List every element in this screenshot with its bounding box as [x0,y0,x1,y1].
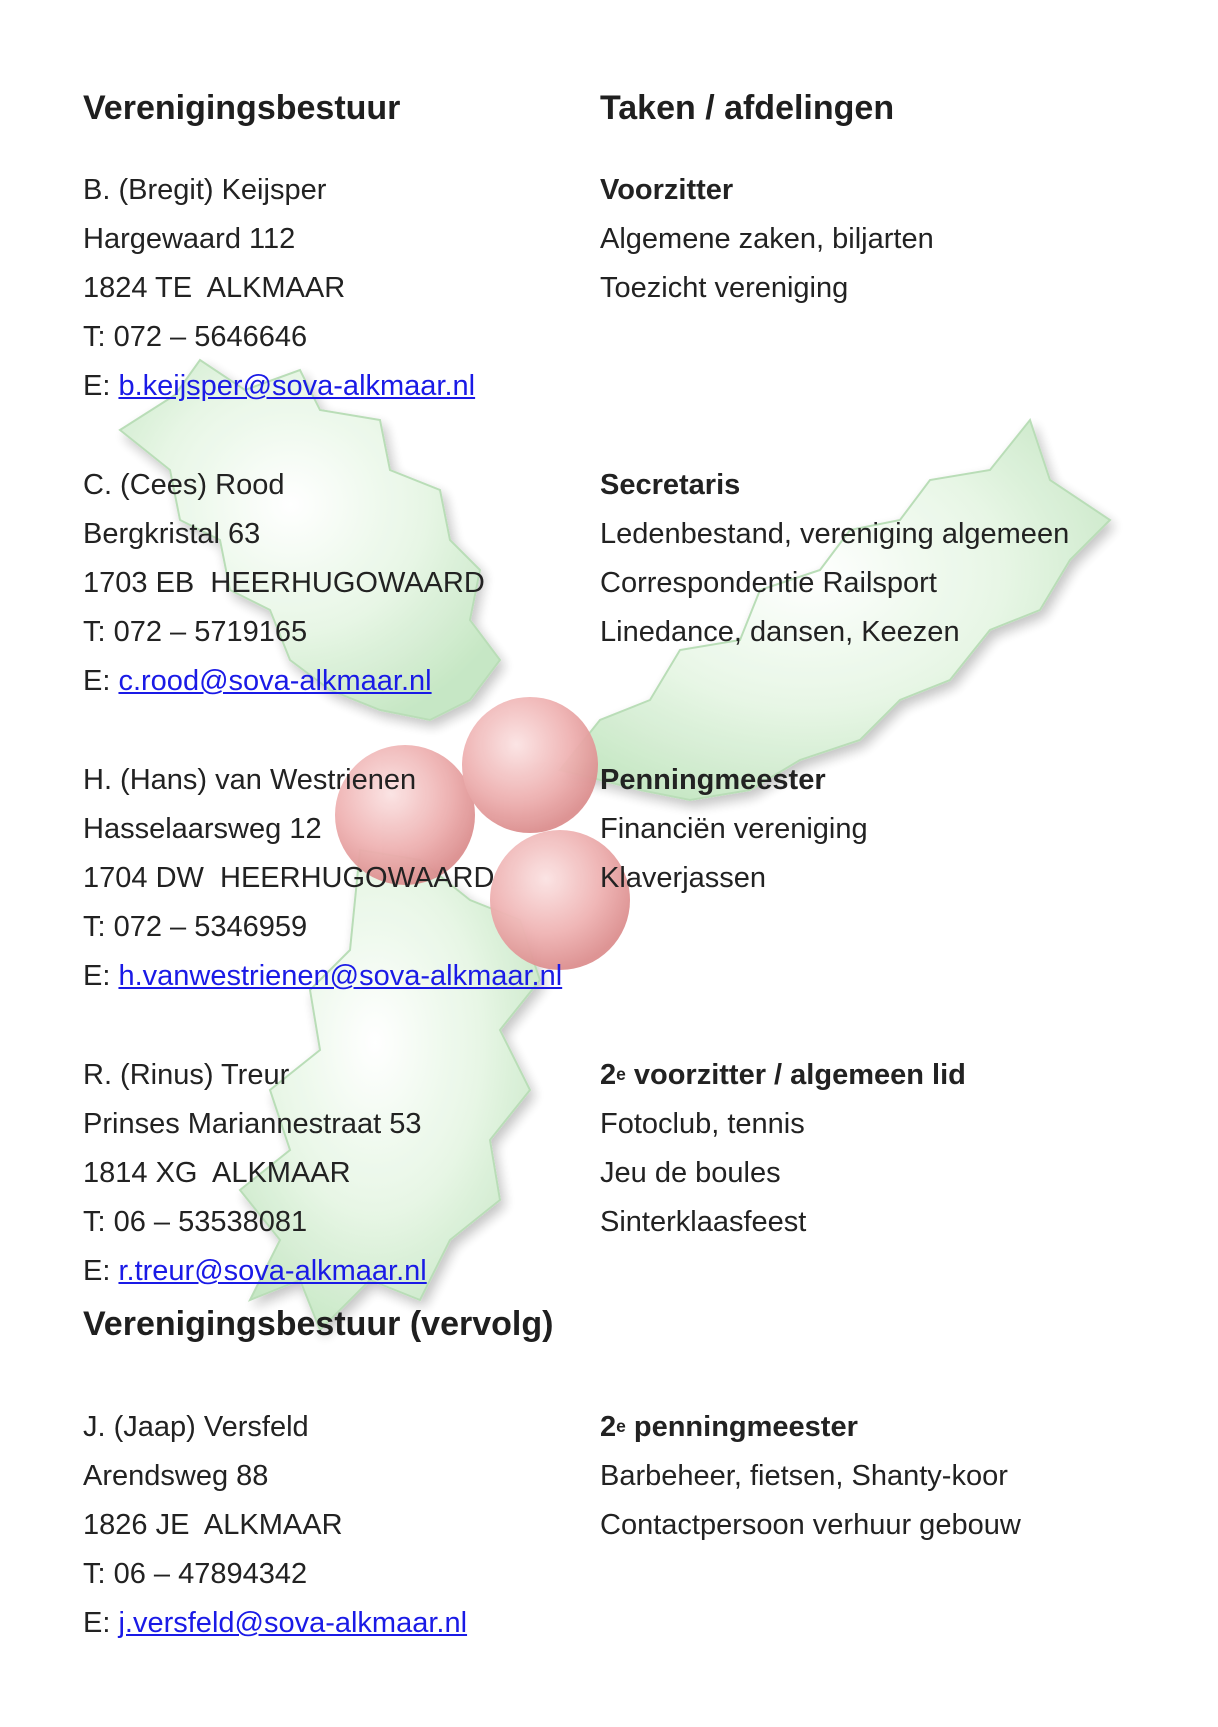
member-role [600,1409,858,1445]
member-name: H. (Hans) van Westrienen [83,764,417,796]
member-task: Fotoclub, tennis [600,1108,805,1140]
email-link[interactable]: c.rood@sova-alkmaar.nl [118,665,432,697]
member-task: Linedance, dansen, Keezen [600,616,960,648]
member-name: C. (Cees) Rood [83,469,285,501]
role-ordinal: e [616,1063,626,1084]
role-number: 2 [600,1059,617,1091]
heading-board: Verenigingsbestuur [83,89,401,127]
member-email-line [83,1253,427,1289]
role-text: penningmeester [625,1411,858,1443]
email-prefix: E: [83,1255,119,1287]
member-city: 1824 TE ALKMAAR [83,272,346,304]
email-link[interactable]: h.vanwestrienen@sova-alkmaar.nl [118,960,563,992]
role-ordinal: e [616,1415,626,1436]
member-role: Penningmeester [600,764,826,796]
member-task: Sinterklaasfeest [600,1206,807,1238]
role-text: voorzitter / algemeen lid [625,1059,966,1091]
member-street: Hargewaard 112 [83,223,296,255]
email-prefix: E: [83,1607,119,1639]
role-number: 2 [600,1411,617,1443]
member-city: 1826 JE ALKMAAR [83,1509,343,1541]
member-role: Secretaris [600,469,741,501]
member-street: Prinses Mariannestraat 53 [83,1108,422,1140]
member-name: R. (Rinus) Treur [83,1059,290,1091]
member-street: Bergkristal 63 [83,518,261,550]
member-phone: T: 072 – 5719165 [83,616,308,648]
member-city: 1703 EB HEERHUGOWAARD [83,567,485,599]
member-task: Correspondentie Railsport [600,567,937,599]
email-prefix: E: [83,960,119,992]
member-name: J. (Jaap) Versfeld [83,1411,309,1443]
member-task: Contactpersoon verhuur gebouw [600,1509,1021,1541]
member-task: Jeu de boules [600,1157,781,1189]
member-email-line [83,368,475,404]
member-email-line [83,1605,467,1641]
member-email-line [83,958,562,994]
email-link[interactable]: b.keijsper@sova-alkmaar.nl [118,370,476,402]
member-phone: T: 072 – 5346959 [83,911,308,943]
member-city: 1814 XG ALKMAAR [83,1157,351,1189]
member-phone: T: 06 – 47894342 [83,1558,308,1590]
member-role [600,1057,966,1093]
member-task: Financiën vereniging [600,813,868,845]
member-phone: T: 072 – 5646646 [83,321,308,353]
heading-tasks: Taken / afdelingen [600,89,895,127]
member-task: Klaverjassen [600,862,767,894]
member-task: Barbeheer, fietsen, Shanty-koor [600,1460,1008,1492]
member-task: Ledenbestand, vereniging algemeen [600,518,1070,550]
member-street: Hasselaarsweg 12 [83,813,322,845]
member-city: 1704 DW HEERHUGOWAARD [83,862,495,894]
heading-board-continued: Verenigingsbestuur (vervolg) [83,1305,554,1343]
email-link[interactable]: j.versfeld@sova-alkmaar.nl [118,1607,468,1639]
member-name: B. (Bregit) Keijsper [83,174,327,206]
email-link[interactable]: r.treur@sova-alkmaar.nl [118,1255,427,1287]
member-role: Voorzitter [600,174,734,206]
member-street: Arendsweg 88 [83,1460,269,1492]
member-task: Toezicht vereniging [600,272,849,304]
member-email-line [83,663,432,699]
member-task: Algemene zaken, biljarten [600,223,934,255]
email-prefix: E: [83,370,119,402]
email-prefix: E: [83,665,119,697]
member-phone: T: 06 – 53538081 [83,1206,308,1238]
